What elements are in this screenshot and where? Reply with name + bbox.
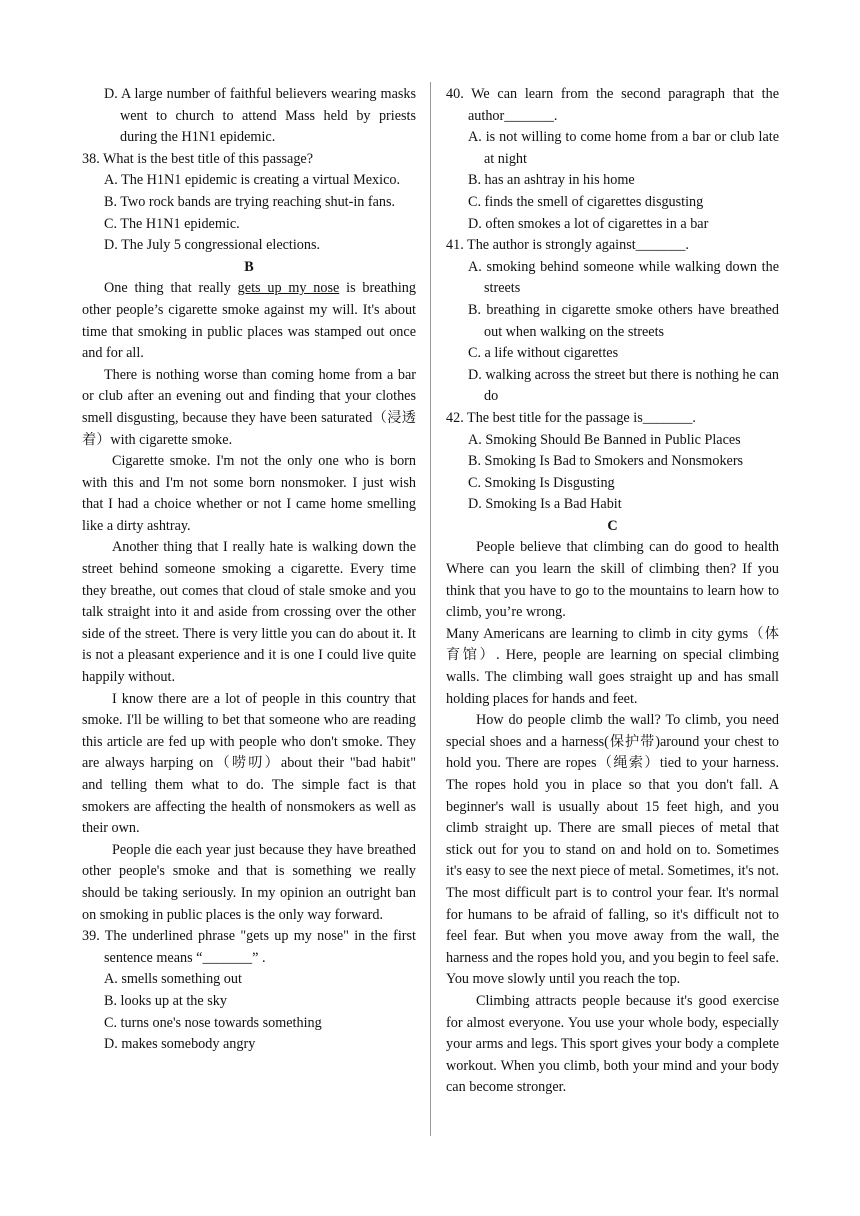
q42-option-d: D. Smoking Is a Bad Habit <box>468 496 622 513</box>
passage-b-paragraph-2: There is nothing worse than coming home from a bar or club after an evening out and finding that your clothes smell disgusting, because they have been saturated（浸透着）with cigarette smoke. <box>82 366 416 448</box>
q37-option-d: D. A large number of faithful believers wearing masks went to church to attend Mass held by priests during the H1N1 epidemic. <box>104 86 416 146</box>
passage-c-paragraph-4: Climbing attracts people because it's good exercise for almost everyone. You use your whole body, especially your arms and legs. This sport gives your body a complete workout. When you climb, both your mind and your body can become stronger. <box>446 992 779 1096</box>
q39-stem: 39. The underlined phrase "gets up my nose" in the first sentence means “_______” . <box>82 928 416 966</box>
para1-post: is breathing other people’s cigarette smoke against my will. It's about time that smoking in public places was stamped out once and for all. <box>82 280 416 362</box>
section-b-heading: B <box>244 258 254 275</box>
q39-option-d: D. makes somebody angry <box>104 1036 256 1053</box>
passage-b-paragraph-3: Cigarette smoke. I'm not the only one who is born with this and I'm not some born nonsmoker. I just wish that I had a choice whether or not I came home smelling like a dirty ashtray. <box>82 453 416 534</box>
column-divider <box>430 82 431 1136</box>
q40-option-c: C. finds the smell of cigarettes disgusting <box>468 193 704 210</box>
q39-option-c: C. turns one's nose towards something <box>104 1014 322 1031</box>
q38-stem: 38. What is the best title of this passage? <box>82 150 314 167</box>
passage-b-paragraph-6: People die each year just because they have breathed other people's smoke and that is something we really should be taking seriously. In my opinion an outright ban on smoking in public places is the only way forward. <box>82 841 416 923</box>
q38-option-c: C. The H1N1 epidemic. <box>104 215 240 232</box>
q40-option-d: D. often smokes a lot of cigarettes in a bar <box>468 215 709 232</box>
underlined-phrase: gets up my nose <box>237 280 340 297</box>
q42-option-b: B. Smoking Is Bad to Smokers and Nonsmokers <box>468 453 744 470</box>
q41-stem: 41. The author is strongly against_______. <box>446 237 689 254</box>
q42-option-a: A. Smoking Should Be Banned in Public Places <box>468 431 741 448</box>
q42-option-c: C. Smoking Is Disgusting <box>468 474 615 491</box>
para1-pre: One thing that really <box>104 280 238 297</box>
q40-option-b: B. has an ashtray in his home <box>468 172 635 189</box>
passage-c-paragraph-3: How do people climb the wall? To climb, you need special shoes and a harness(保护带)around your chest to hold you. There are ropes（绳索）tied to your harness. The ropes hold you in place so that you don't fall. A beginner's wall is usually about 15 feet high, and you climb straight up. There are small pieces of metal that stick out for you to stand on and hold on to. Sometimes it's easy to see the next piece of metal. Sometimes, it's not. The most difficult part is to control your fear. It's normal for humans to be afraid of falling, so it's difficult not to feel fear. But when you move away from the wall, the harness and the ropes hold you, and you begin to feel safe. You move slowly until you reach the top. <box>446 712 779 988</box>
q41-option-c: C. a life without cigarettes <box>468 345 619 362</box>
passage-b-paragraph-1 <box>82 278 416 364</box>
q40-option-a: A. is not willing to come home from a bar or club late at night <box>468 129 779 167</box>
passage-b-paragraph-4: Another thing that I really hate is walking down the street behind someone smoking a cigarette. Every time they breathe, out comes that cloud of stale smoke and you talk straight into it and aside from crossing over the other side of the street. There is very little you can do about it. It is not a pleasant experience and it is one I could live quite happily without. <box>82 539 416 686</box>
q42-stem: 42. The best title for the passage is_______. <box>446 409 696 426</box>
passage-c-paragraph-1: People believe that climbing can do good to health Where can you learn the skill of climbing then? If you think that you have to go to the mountains to learn how to climb, you’re wrong. <box>446 539 779 621</box>
q41-option-b: B. breathing in cigarette smoke others have breathed out when walking on the streets <box>468 301 779 340</box>
right-column <box>446 84 779 1099</box>
q38-option-a: A. The H1N1 epidemic is creating a virtual Mexico. <box>104 172 401 189</box>
passage-c-paragraph-2: Many Americans are learning to climb in city gyms（体育馆）. Here, people are learning on special climbing walls. The climbing wall goes straight up and has small holding places for hands and feet. <box>446 625 779 707</box>
q39-option-b: B. looks up at the sky <box>104 992 227 1009</box>
q41-option-d: D. walking across the street but there is nothing he can do <box>468 366 779 405</box>
q38-option-d: D. The July 5 congressional elections. <box>104 237 321 254</box>
q40-stem: 40. We can learn from the second paragraph that the author_______. <box>446 86 779 124</box>
q39-option-a: A. smells something out <box>104 971 242 988</box>
q38-option-b: B. Two rock bands are trying reaching shut-in fans. <box>104 193 396 210</box>
left-column <box>82 84 416 1056</box>
q41-option-a: A. smoking behind someone while walking down the streets <box>468 258 779 297</box>
section-c-heading: C <box>607 517 618 534</box>
passage-b-paragraph-5: I know there are a lot of people in this country that smoke. I'll be willing to bet that someone who are reading this article are fed up with people who don't smoke. They are always harping on（唠叨）about their "bad habit" and telling them what to do. The simple fact is that smokers are affecting the health of nonsmokers as well as their own. <box>82 690 416 837</box>
